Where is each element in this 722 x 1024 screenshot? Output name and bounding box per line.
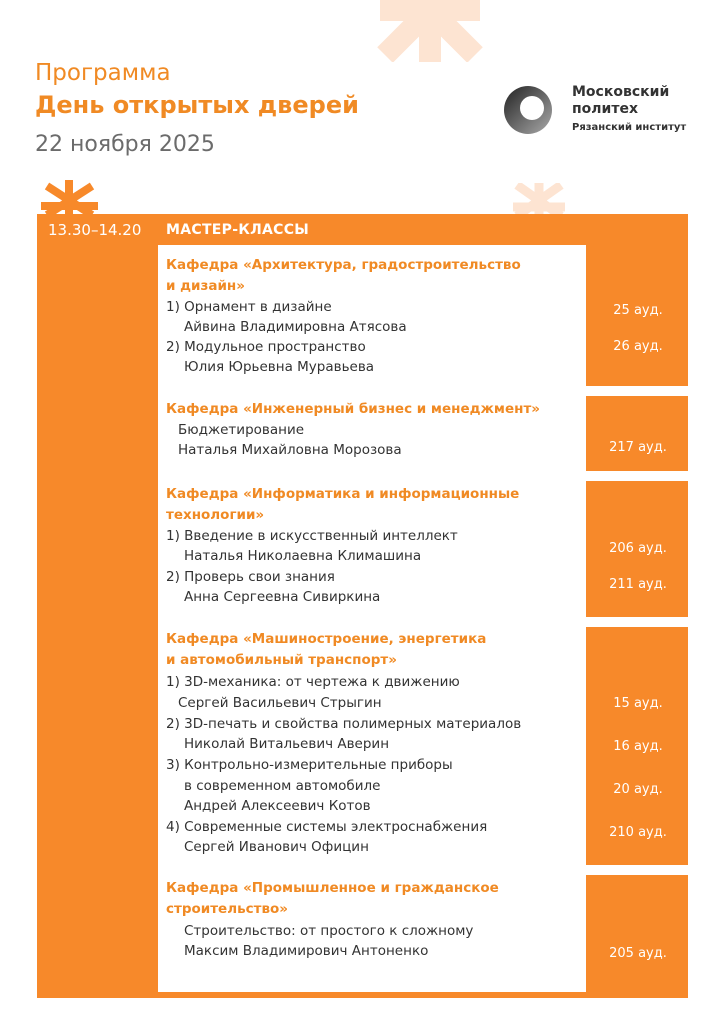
program-label: Программа [35, 60, 171, 86]
class-title: Бюджетирование [178, 422, 305, 438]
room-number: 16 ауд. [613, 739, 663, 754]
class-title: Строительство: от простого к сложному [184, 923, 474, 939]
room-number: 205 ауд. [609, 946, 667, 961]
instructor-name: Максим Владимирович Антоненко [184, 943, 429, 959]
decorative-asterisk-small [505, 183, 573, 216]
class-title: 1) Орнамент в дизайне [166, 299, 332, 315]
class-title: 2) Проверь свои знания [166, 569, 335, 585]
event-date: 22 ноября 2025 [35, 132, 215, 157]
class-title: 1) 3D-механика: от чертежа к движению [166, 674, 460, 690]
instructor-name: Анна Сергеевна Сивиркина [184, 589, 381, 605]
instructor-name: Сергей Иванович Официн [184, 839, 369, 855]
class-title: 1) Введение в искусственный интеллект [166, 528, 458, 544]
logo-text-line2: политех [572, 101, 638, 117]
class-title-continued: в современном автомобиле [184, 778, 381, 794]
time-slot: 13.30–14.20 [48, 221, 142, 239]
instructor-name: Юлия Юрьевна Муравьева [184, 359, 375, 375]
room-number: 210 ауд. [609, 825, 667, 840]
department-title: Кафедра «Машиностроение, энергетика и автомобильный транспорт» [166, 631, 487, 668]
room-number: 15 ауд. [613, 696, 663, 711]
logo-icon [502, 84, 554, 136]
logo-text-line3: Рязанский институт [572, 122, 687, 133]
room-divider [586, 865, 688, 875]
room-number: 20 ауд. [613, 782, 663, 797]
room-number: 206 ауд. [609, 541, 667, 556]
instructor-name: Наталья Николаевна Климашина [184, 548, 422, 564]
room-divider [586, 386, 688, 396]
decorative-asterisk-orange [37, 180, 102, 215]
decorative-asterisk-top [360, 0, 500, 62]
page-title: День открытых дверей [35, 91, 359, 119]
room-number: 25 ауд. [613, 303, 663, 318]
class-title: 2) Модульное пространство [166, 339, 366, 355]
instructor-name: Сергей Васильевич Стрыгин [178, 695, 382, 711]
room-number: 211 ауд. [609, 577, 667, 592]
class-title: 4) Современные системы электроснабжения [166, 819, 488, 835]
instructor-name: Айвина Владимировна Атясова [184, 319, 407, 335]
instructor-name: Николай Витальевич Аверин [184, 736, 390, 752]
department-title: Кафедра «Информатика и информационные технологии» [166, 486, 520, 523]
room-number: 217 ауд. [609, 440, 667, 455]
room-divider [586, 471, 688, 481]
class-title: 3) Контрольно-измерительные приборы [166, 757, 453, 773]
logo-text-line1: Московский [572, 84, 670, 100]
class-title: 2) 3D-печать и свойства полимерных материалов [166, 716, 522, 732]
department-title: Кафедра «Инженерный бизнес и менеджмент» [166, 401, 540, 417]
department-title: Кафедра «Архитектура, градостроительство и дизайн» [166, 257, 521, 294]
section-title: МАСТЕР-КЛАССЫ [166, 222, 310, 238]
instructor-name: Андрей Алексеевич Котов [184, 798, 371, 814]
room-number: 26 ауд. [613, 339, 663, 354]
department-title: Кафедра «Промышленное и гражданское строительство» [166, 880, 499, 917]
room-divider [586, 617, 688, 627]
instructor-name: Наталья Михайловна Морозова [178, 442, 402, 458]
